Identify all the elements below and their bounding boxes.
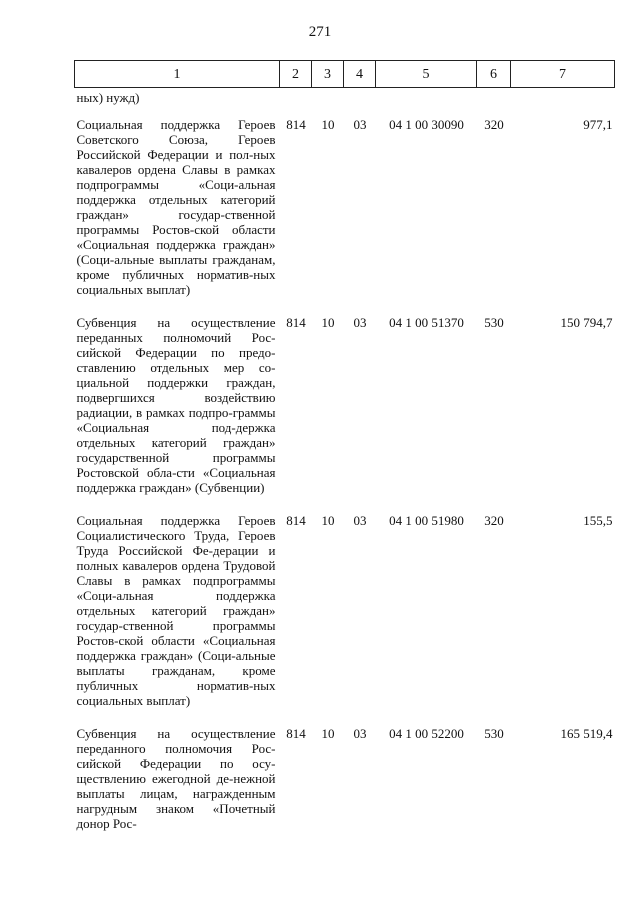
row-expense-type: 320	[484, 117, 504, 132]
row-amount: 977,1	[583, 117, 613, 132]
table-row	[75, 718, 615, 841]
budget-table	[74, 60, 615, 841]
table-row	[75, 307, 615, 505]
header-col-5: 5	[376, 61, 477, 88]
row-target-article: 04 1 00 30090	[389, 117, 464, 132]
row-description: Субвенция на осуществление переданных полномочий Рос-сийской Федерации по предо-ставлению отдельных мер со-циальной поддержки граждан, подвергшихся воздействию радиации, в рамках подпро-граммы «Социальная под-держка отдельных категорий граждан» государственной программы Ростовской обла-сти «Социальная поддержка граждан» (Субвенции)	[76, 315, 276, 495]
header-col-3: 3	[312, 61, 344, 88]
row-amount: 155,5	[583, 513, 613, 528]
row-ministry-code: 814	[286, 726, 306, 741]
header-col-6: 6	[477, 61, 511, 88]
row-section-code: 10	[321, 315, 335, 330]
header-col-1: 1	[75, 61, 280, 88]
row-subsection-code: 03	[353, 117, 367, 132]
table-row	[75, 505, 615, 718]
row-description: Субвенция на осуществление переданного полномочия Рос-сийской Федерации по осу-ществлению ежегодной де-нежной выплаты лицам, награжденным нагрудным знаком «Почетный донор Рос-	[76, 726, 276, 831]
table-row	[75, 109, 615, 307]
row-target-article: 04 1 00 52200	[389, 726, 464, 741]
row-section-code: 10	[321, 726, 335, 741]
continuation-text: ных) нужд)	[76, 90, 140, 105]
header-col-2: 2	[280, 61, 312, 88]
header-col-7: 7	[511, 61, 615, 88]
row-expense-type: 320	[484, 513, 504, 528]
row-ministry-code: 814	[286, 315, 306, 330]
row-ministry-code: 814	[286, 513, 306, 528]
row-description: Социальная поддержка Героев Советского Союза, Героев Российской Федерации и пол-ных кавалеров ордена Славы в рамках подпрограммы «Соци-альная поддержка отдельных категорий граждан» государ-ственной программы Ростов-ской области «Социальная поддержка граждан» (Соци-альные выплаты гражданам, кроме публичных норматив-ных социальных выплат)	[76, 117, 276, 297]
header-row	[75, 61, 615, 88]
continuation-row	[75, 88, 615, 110]
row-subsection-code: 03	[353, 315, 367, 330]
row-amount: 165 519,4	[560, 726, 613, 741]
page-number: 271	[308, 24, 332, 40]
header-col-4: 4	[344, 61, 376, 88]
row-subsection-code: 03	[353, 513, 367, 528]
row-target-article: 04 1 00 51370	[389, 315, 464, 330]
row-section-code: 10	[321, 513, 335, 528]
row-section-code: 10	[321, 117, 335, 132]
row-target-article: 04 1 00 51980	[389, 513, 464, 528]
row-ministry-code: 814	[286, 117, 306, 132]
row-expense-type: 530	[484, 315, 504, 330]
row-description: Социальная поддержка Героев Социалистического Труда, Героев Труда Российской Фе-дерации и полных кавалеров ордена Трудовой Славы в рамках подпрограммы «Соци-альная поддержка отдельных категорий граждан» государ-ственной программы Ростов-ской области «Социальная поддержка граждан» (Соци-альные выплаты гражданам, кроме публичных норматив-ных социальных выплат)	[76, 513, 276, 708]
row-amount: 150 794,7	[560, 315, 613, 330]
row-subsection-code: 03	[353, 726, 367, 741]
row-expense-type: 530	[484, 726, 504, 741]
